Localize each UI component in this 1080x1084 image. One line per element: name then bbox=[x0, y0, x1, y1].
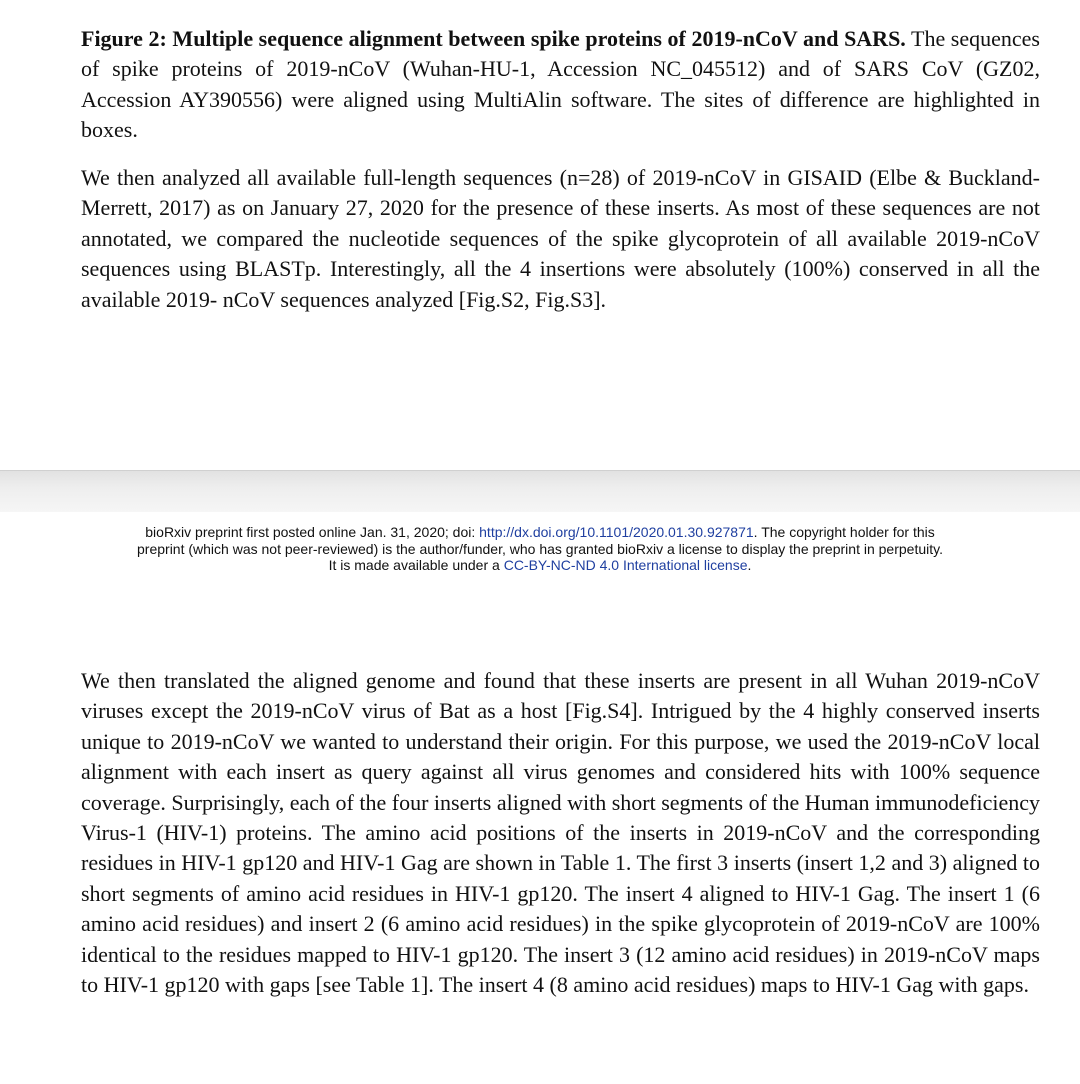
body-paragraph-hiv-inserts: We then translated the aligned genome and found that these inserts are present in all Wuhan 2019-nCoV viruses except the 2019-nCoV virus of Bat as a host [Fig.S4]. Intrigued by the 4 highly conserved inserts unique to 2019-nCoV we wanted to understand their origin. For this purpose, we used the 2019-nCoV local alignment with each insert as query against all virus genomes and considered hits with 100% sequence coverage. Surprisingly, each of the four inserts aligned with short segments of the Human immunodeficiency Virus-1 (HIV-1) proteins. The amino acid positions of the inserts in 2019-nCoV and the corresponding residues in HIV-1 gp120 and HIV-1 Gag are shown in Table 1. The first 3 inserts (insert 1,2 and 3) aligned to short segments of amino acid residues in HIV-1 gp120. The insert 4 aligned to HIV-1 Gag. The insert 1 (6 amino acid residues) and insert 2 (6 amino acid residues) in the spike glycoprotein of 2019-nCoV are 100% identical to the residues mapped to HIV-1 gp120. The insert 3 (12 amino acid residues) in 2019-nCoV maps to HIV-1 gp120 with gaps [see Table 1]. The insert 4 (8 amino acid residues) maps to HIV-1 Gag with gaps. bbox=[81, 668, 1040, 998]
figure-caption-title: Figure 2: Multiple sequence alignment between spike proteins of 2019-nCoV and SARS. bbox=[81, 26, 906, 51]
preprint-notice-line-2: preprint (which was not peer-reviewed) is the author/funder, who has granted bioRxiv a license to display the preprint in perpetuity. bbox=[137, 540, 943, 557]
preprint-notice-line-3: It is made available under a CC-BY-NC-ND 4.0 International license. bbox=[328, 557, 752, 573]
figure-caption-body: The sequences of spike proteins of 2019-nCoV (Wuhan-HU-1, Accession NC_045512) and of SARS CoV (GZ02, Accession AY390556) were aligned using MultiAlin software. The sites of difference are highlighted in boxes. bbox=[81, 26, 1040, 143]
figure-caption bbox=[81, 24, 1040, 146]
preprint-notice-line-1: bioRxiv preprint first posted online Jan. 31, 2020; doi: http://dx.doi.org/10.1101/2020.01.30.927871. The copyright holder for this bbox=[145, 524, 935, 540]
body-paragraph-gisaid: We then analyzed all available full-length sequences (n=28) of 2019-nCoV in GISAID (Elbe & Buckland-Merrett, 2017) as on January 27, 2020 for the presence of these inserts. As most of these sequences are not annotated, we compared the nucleotide sequences of the spike glycoprotein of all available 2019-nCoV sequences using BLASTp. Interestingly, all the 4 insertions were absolutely (100%) conserved in all the available 2019- nCoV sequences analyzed [Fig.S2, Fig.S3]. bbox=[81, 165, 1040, 312]
license-link[interactable]: CC-BY-NC-ND 4.0 International license bbox=[503, 557, 748, 573]
preprint-notice bbox=[0, 524, 1080, 574]
page-upper bbox=[0, 0, 1080, 470]
page-gap-divider bbox=[0, 470, 1080, 513]
doi-link[interactable]: http://dx.doi.org/10.1101/2020.01.30.927871 bbox=[479, 524, 754, 540]
